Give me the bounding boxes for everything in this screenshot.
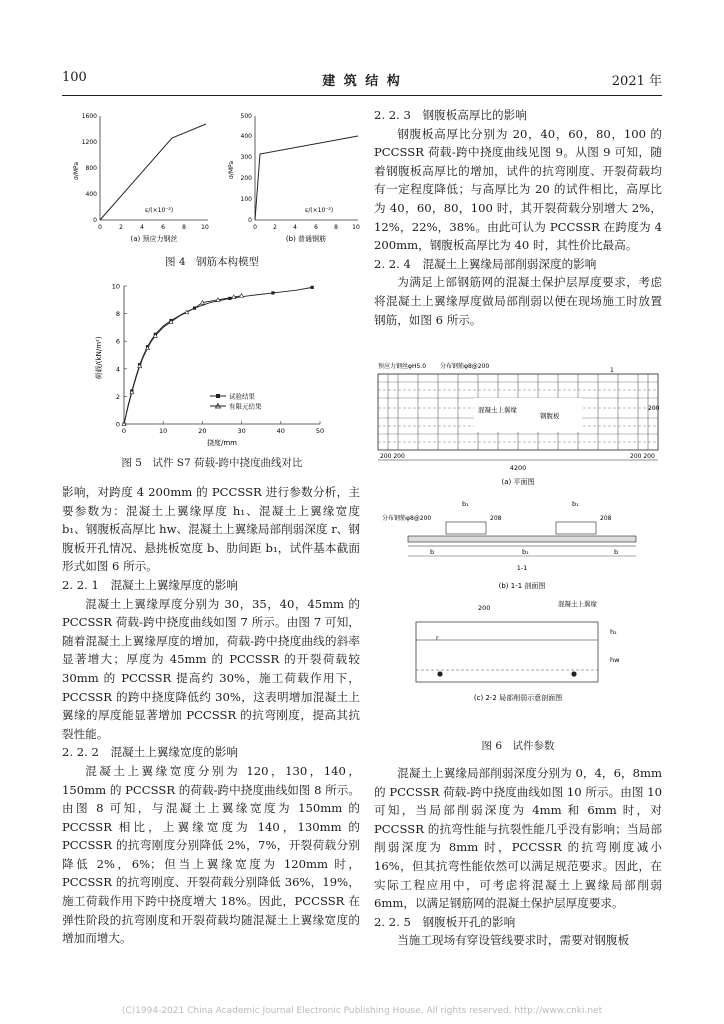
fig4b-ytick: 200 <box>240 175 252 182</box>
fig6c-label: 混凝土上翼缘 <box>558 600 597 608</box>
fig5-legend-1: 试验结果 <box>229 392 255 401</box>
fig5-ytick: 0 <box>115 420 120 429</box>
fig4b-xtick: 6 <box>314 224 318 231</box>
right-column-top <box>374 106 662 329</box>
fig5-caption: 图 5 试件 S7 荷载-跨中挠度曲线对比 <box>121 457 303 469</box>
section-2-2-5: 2. 2. 5 钢腹板开孔的影响 <box>374 914 516 929</box>
fig6a-dim-left: 200 200 <box>380 453 405 460</box>
fig4a-ytick: 1600 <box>81 113 97 120</box>
section-2-2-1: 2. 2. 1 混凝土上翼缘厚度的影响 <box>62 577 238 592</box>
fig6b-sec: 1-1 <box>516 564 528 572</box>
fig4b-chart <box>228 113 360 243</box>
fig6b-b-right: b <box>614 548 619 556</box>
fig6b-b-left: b <box>430 548 435 556</box>
fig6a-caption: (a) 平面图 <box>501 478 535 486</box>
fig4b-ylabel: σ/MPa <box>228 160 235 179</box>
fig6c-dim: 200 <box>478 604 491 612</box>
figure-4 <box>70 108 370 258</box>
fig6b-b1-b: b₁ <box>572 500 579 508</box>
section-2-2-3: 2. 2. 3 钢腹板高厚比的影响 <box>374 108 527 122</box>
fig5-xlabel: 挠度/mm <box>207 439 237 447</box>
fig6a-dim-right: 200 200 <box>630 453 655 460</box>
fig4b-xtick: 4 <box>293 224 297 231</box>
fig4b-xtick: 0 <box>253 224 257 231</box>
fig6a-dim-total: 4200 <box>509 464 527 472</box>
journal-year: 2021 年 <box>611 74 662 89</box>
fig4b-ytick: 500 <box>240 113 252 120</box>
fig4b-xtick: 2 <box>273 224 277 231</box>
fig5-xtick: 30 <box>237 427 246 435</box>
fig5-series-1-point <box>311 286 314 289</box>
fig6b-b1-a: b₁ <box>462 500 469 508</box>
fig4-caption: 图 4 钢筋本构模型 <box>164 256 260 268</box>
right-para-2: 为满足上部钢筋网的混凝土保护层厚度要求，考虑将混凝土上翼缘厚度做局部削弱以便在现场施工时放置钢筋，如图 6 所示。 <box>374 275 662 327</box>
fig4b-xlabel: ε/(×10⁻²) <box>305 207 334 214</box>
fig4a-xtick: 8 <box>182 224 186 231</box>
fig4a-ylabel: σ/MPa <box>73 161 80 180</box>
footer-copyright: (C)1994-2021 China Academic Journal Electronic Publishing House. All rights reserved. http://www.cnki.net <box>121 1006 603 1016</box>
fig4b-ytick: 0 <box>248 217 252 224</box>
fig4a-xtick: 10 <box>201 224 209 231</box>
fig6b-dist-label: 分布钢筋φ8@200 <box>382 515 432 522</box>
fig5-ytick: 10 <box>111 282 120 291</box>
figure-6 <box>374 360 664 730</box>
fig6b-b1-mid: b₁ <box>522 548 529 556</box>
fig6c-section <box>416 599 620 702</box>
fig5-series-1-point <box>271 291 274 294</box>
fig6-caption: 图 6 试件参数 <box>481 740 555 752</box>
section-2-2-2: 2. 2. 2 混凝土上翼缘宽度的影响 <box>62 745 238 760</box>
fig5-ytick: 8 <box>115 310 120 319</box>
right-para-3: 混凝土上翼缘局部削弱深度分别为 0，4，6，8mm 的 PCCSSR 荷载-跨中挠度曲线如图 10 所示。由图 10 可知，当局部削弱深度为 4mm 和 6mm 时，对 PCCSSR 的抗弯性能与抗裂性能几乎没有影响；当局部削弱深度为 8mm 时，PCCSSR 的抗弯刚度减小 16%，但其抗弯性能依然可以满足规范要求。因此，在实际工程应用中，可考虑将混凝土上翼缘局部削弱 6mm，以满足钢筋网的混凝土保护层厚度要求。 <box>374 766 662 911</box>
fig4a-xtick: 2 <box>119 224 123 231</box>
left-column <box>62 483 360 948</box>
fig6c-caption: (c) 2-2 局部削弱示意剖面图 <box>473 694 563 702</box>
fig4a-xtick: 0 <box>98 224 102 231</box>
right-column-bottom <box>374 764 662 950</box>
fig4b-ytick: 400 <box>240 133 252 140</box>
fig4b-caption: (b) 普通钢筋 <box>285 235 327 243</box>
fig6a-sec-mark: 1 <box>610 367 614 374</box>
fig4a-ytick: 1200 <box>81 139 97 146</box>
fig6a-web-label: 钢腹板 <box>540 412 560 420</box>
fig6a-dim-200: 200 <box>648 405 660 412</box>
fig6c-h1: h₁ <box>610 628 617 636</box>
fig6b-section <box>382 500 636 590</box>
fig4a-xtick: 4 <box>140 224 144 231</box>
header-rule <box>62 95 662 96</box>
fig5-legend-2: 有限元结果 <box>229 402 262 411</box>
fig6b-caption: (b) 1-1 剖面图 <box>498 582 546 590</box>
figure-5-chart <box>92 280 342 450</box>
fig5-xtick: 50 <box>315 427 325 435</box>
fig6b-208-b: 208 <box>600 515 612 522</box>
fig4a-ytick: 0 <box>93 217 97 224</box>
fig4b-xtick: 8 <box>334 224 338 231</box>
fig6c-r: r <box>436 634 439 642</box>
fig5-legend <box>210 392 262 411</box>
left-para-2: 混凝土上翼缘厚度分别为 30，35，40，45mm 的 PCCSSR 荷载-跨中挠度曲线如图 7 所示。由图 7 可知，随着混凝土上翼缘厚度的增加，荷载-跨中挠度曲线的斜率显著增大；厚度为 45mm 的 PCCSSR 的开裂荷载较 30mm 的 PCCSSR 提高约 30%，施工荷载作用下，PCCSSR 的跨中挠度降低约 30%，这表明增加混凝土上翼缘的厚度能显著增加 PCCSSR 的抗弯刚度，提高其抗裂性能。 <box>62 596 360 741</box>
fig6a-plan <box>378 362 660 486</box>
fig6a-flange-label: 混凝土上翼缘 <box>478 406 517 414</box>
fig6c-hw: hw <box>610 656 620 664</box>
fig5-xtick: 20 <box>198 427 207 435</box>
fig4b-ytick: 300 <box>240 154 252 161</box>
fig6b-208-a: 208 <box>490 515 502 522</box>
fig4a-ytick: 400 <box>85 191 97 198</box>
right-para-1: 钢腹板高厚比分别为 20，40，60，80，100 的 PCCSSR 荷载-跨中挠度曲线见图 9。从图 9 可知，随着钢腹板高厚比的增加，试件的抗弯刚度、开裂荷载均有一定程度降低；与高厚比为 20 的试件相比，高厚比为 40，60，80，100 时，其开裂荷载分别增大 2%，12%，22%，38%。由此可认为 PCCSSR 在跨度为 4 200mm，钢腹板高厚比为 40 时，其性价比最高。 <box>374 126 662 253</box>
fig5-ytick: 2 <box>115 392 120 401</box>
fig4a-xlabel: ε/(×10⁻²) <box>145 207 174 214</box>
right-para-4: 当施工现场有穿设管线要求时，需要对钢腹板 <box>397 933 630 948</box>
journal-title: 建 筑 结 构 <box>322 74 402 89</box>
fig5-ytick: 4 <box>115 365 120 374</box>
left-para-3: 混凝土上翼缘宽度分别为 120，130，140，150mm 的 PCCSSR 的荷载-跨中挠度曲线如图 8 所示。由图 8 可知，与混凝土上翼缘宽度为 150mm 的 PCCSSR 相比，上翼缘宽度为 140，130mm 的 PCCSSR 的抗弯刚度分别降低 2%，7%，开裂荷载分别降低 2%，6%；但当上翼缘宽度为 120mm 时，PCCSSR 的抗弯刚度、开裂荷载分别降低 36%，19%，施工荷载作用下跨中挠度增大 18%。因此，PCCSSR 在弹性阶段的抗弯刚度和开裂荷载均随混凝土上翼缘宽度的增加而增大。 <box>62 763 360 946</box>
fig6a-wire-label: 预应力钢丝φH5.0 <box>378 363 427 370</box>
fig4a-chart <box>73 113 209 243</box>
fig5-xtick: 40 <box>276 427 285 435</box>
left-para-1: 影响，对跨度 4 200mm 的 PCCSSR 进行参数分析，主要参数为：混凝土上翼缘厚度 h₁、混凝土上翼缘宽度 b₁、钢腹板高厚比 hw、混凝土上翼缘局部削弱深度 r、钢腹板开孔情况、悬挑板宽度 b、肋间距 b₁，试件基本截面形式如图 6 所示。 <box>62 485 360 574</box>
page-number: 100 <box>62 70 87 85</box>
fig6a-dist-label: 分布钢筋φ8@200 <box>440 363 490 370</box>
fig4a-ytick: 800 <box>85 165 97 172</box>
fig5-xtick: 0 <box>121 427 127 435</box>
fig5-ytick: 6 <box>115 337 120 346</box>
fig5-ylabel: 荷载/(kN/m²) <box>95 336 103 380</box>
fig4b-ytick: 100 <box>240 196 252 203</box>
fig4a-caption: (a) 预应力钢丝 <box>130 235 178 243</box>
fig4b-xtick: 10 <box>352 224 360 231</box>
section-2-2-4: 2. 2. 4 混凝土上翼缘局部削弱深度的影响 <box>374 256 597 271</box>
fig5-xtick: 10 <box>159 427 168 435</box>
fig4a-xtick: 6 <box>161 224 165 231</box>
